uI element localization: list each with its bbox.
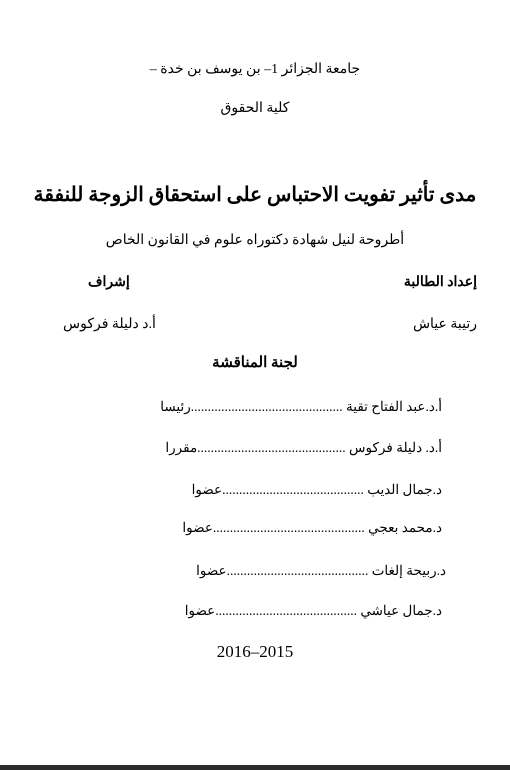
- faculty-name: كلية الحقوق: [220, 101, 290, 116]
- supervisor-name: أ.د دليلة فركوس: [63, 317, 156, 332]
- committee-member: د.محمد بعجي .............................................عضوا: [182, 520, 442, 535]
- student-heading: إعداد الطالبة: [403, 275, 477, 290]
- student-name: رتيبة عياش: [412, 317, 477, 332]
- academic-years: 2016–2015: [216, 642, 294, 661]
- committee-member: أ.د.عبد الفتاح تقية .............................................رئيسا: [160, 399, 442, 414]
- thesis-title: مدى تأثير تفويت الاحتباس على استحقاق الزوجة للنفقة: [33, 184, 477, 206]
- supervisor-heading: إشراف: [88, 275, 130, 290]
- committee-member: د.ربيحة إلغات ..........................................عضوا: [196, 563, 446, 578]
- university-name: جامعة الجزائر 1– بن يوسف بن خدة –: [149, 62, 361, 77]
- committee-title: لجنة المناقشة: [212, 355, 298, 371]
- committee-member: أ.د. دليلة فركوس ............................................مقررا: [165, 440, 442, 455]
- thesis-subtitle: أطروحة لنيل شهادة دكتوراه علوم في القانون الخاص: [105, 233, 405, 248]
- committee-member: د.جمال عياشي ..........................................عضوا: [184, 603, 442, 618]
- committee-member: د.جمال الديب ..........................................عضوا: [191, 482, 442, 497]
- page-bottom-edge: [0, 765, 510, 770]
